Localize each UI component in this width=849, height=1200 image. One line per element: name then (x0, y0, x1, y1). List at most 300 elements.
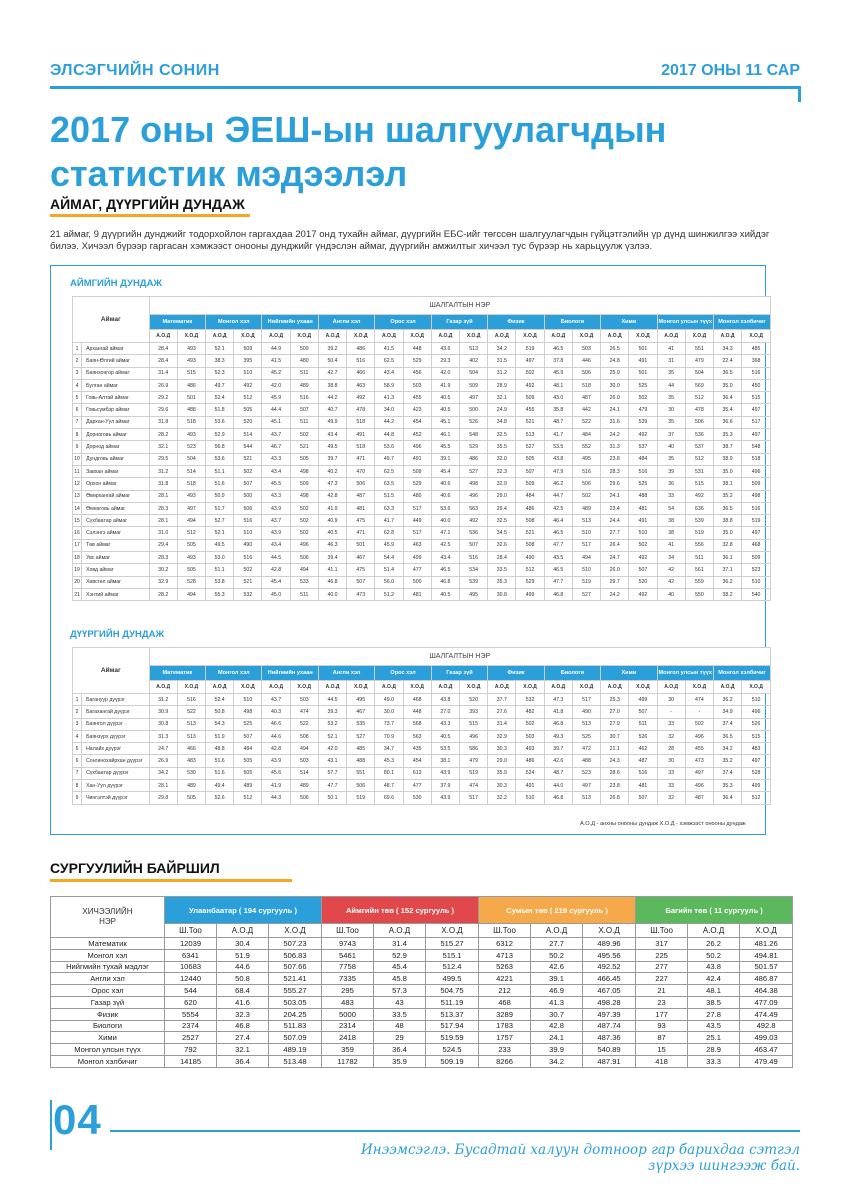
table-cell: 485 (347, 743, 375, 755)
table-cell: 496 (460, 730, 488, 742)
table-cell: 36.5 (713, 730, 741, 742)
table-cell: 534 (460, 564, 488, 576)
table-cell: 30.8 (149, 718, 177, 730)
table-cell: 537 (685, 441, 713, 453)
newspaper-name: ЭЛСЭГЧИЙН СОНИН (50, 62, 220, 79)
table-cell: 40.2 (318, 465, 346, 477)
table-cell: 488 (347, 755, 375, 767)
table-cell: 48.7 (544, 767, 572, 779)
table-cell: 586 (460, 743, 488, 755)
subject-header: Орос хэл (375, 666, 431, 681)
table-cell: 527 (347, 730, 375, 742)
table-cell: 56.8 (206, 441, 234, 453)
page-header (50, 60, 800, 84)
table-row (51, 985, 793, 997)
table-cell: 498 (290, 465, 318, 477)
table-cell: 29.5 (149, 453, 177, 465)
table-cell: 51.8 (206, 404, 234, 416)
column-header: Х.О.Д (426, 924, 479, 938)
table-cell: 32.5 (488, 515, 516, 527)
abbreviation-legend: А.О.Д - анхны онооны дундаж Х.О.Д - хэмжээст онооны дундаж (580, 821, 746, 827)
table-cell: 26.2 (688, 938, 740, 950)
table-cell: 511.83 (269, 1020, 322, 1032)
table-cell: 44.5 (318, 694, 346, 706)
table-cell: 21 (636, 985, 688, 997)
table-cell: 512 (234, 392, 262, 404)
col-header-hod: Х.О.Д (685, 330, 713, 343)
table-cell: 28.3 (149, 552, 177, 564)
row-name: Төв аймаг (82, 539, 150, 551)
table-cell: 481 (629, 780, 657, 792)
table-cell: 529 (403, 355, 431, 367)
table-cell: 513 (572, 515, 600, 527)
table-cell: 492 (234, 379, 262, 391)
table-cell: 43.5 (544, 552, 572, 564)
table-cell: 502 (572, 490, 600, 502)
table-cell: 488 (629, 490, 657, 502)
table-cell: 499 (629, 694, 657, 706)
table-cell: 33.3 (688, 1055, 740, 1067)
table-cell: 28 (657, 743, 685, 755)
table-cell: 477 (403, 564, 431, 576)
table-cell: 792 (165, 1044, 217, 1056)
row-name: Өвөрхангай аймаг (82, 490, 150, 502)
table-cell: 551 (347, 767, 375, 779)
table-cell: 51.5 (375, 490, 403, 502)
table-cell: 497 (516, 355, 544, 367)
row-index: 10 (73, 453, 82, 465)
table-cell: 40.5 (318, 527, 346, 539)
table-row (73, 465, 771, 477)
table-cell: 530 (403, 792, 431, 804)
location-group-header: Багийн төв ( 11 сургууль ) (636, 897, 793, 924)
table-cell: 24.1 (601, 404, 629, 416)
subject-name: Биологи (51, 1020, 165, 1032)
table-cell: 36.4 (713, 392, 741, 404)
row-name: Багануур дүүрэг (82, 694, 150, 706)
table-cell: 35.0 (713, 379, 741, 391)
table-cell: 46.3 (318, 539, 346, 551)
table-cell: 32.1 (217, 1044, 269, 1056)
table-row (51, 1055, 793, 1067)
table-cell: 504 (177, 453, 205, 465)
row-index: 5 (73, 392, 82, 404)
col-header-ad: А.О.Д (431, 681, 459, 694)
table-cell: 483 (177, 755, 205, 767)
table-row (73, 576, 771, 588)
table-cell: 502 (629, 392, 657, 404)
table-cell: 503 (290, 755, 318, 767)
table-cell: 507 (629, 564, 657, 576)
table-cell: 526 (629, 730, 657, 742)
table-cell: 507.09 (269, 1032, 322, 1044)
table-cell: 500 (403, 576, 431, 588)
table-cell: 48 (374, 1020, 426, 1032)
table-cell: 43.4 (375, 367, 403, 379)
aimag-heading: АЙМГИЙН ДУНДАЖ (70, 278, 163, 289)
table-cell: 490 (516, 552, 544, 564)
table-cell: 4221 (479, 973, 531, 985)
table-row (73, 441, 771, 453)
table-cell: 38.1 (431, 755, 459, 767)
table-cell: 43.9 (262, 755, 290, 767)
table-cell: 52.1 (206, 343, 234, 355)
table-cell: 2374 (165, 1020, 217, 1032)
table-cell: 506 (685, 416, 713, 428)
table-cell: 49.9 (318, 416, 346, 428)
table-cell: 513.37 (426, 1008, 479, 1020)
subject-header: Монгол хэлбичиг (713, 315, 770, 330)
table-cell: 5000 (322, 1008, 374, 1020)
column-header: Х.О.Д (269, 924, 322, 938)
table-cell: 34.9 (713, 706, 741, 718)
table-cell: 53.5 (544, 441, 572, 453)
table-cell: 31.2 (149, 694, 177, 706)
column-header: А.О.Д (531, 924, 583, 938)
table-cell: 539 (460, 576, 488, 588)
table-cell: 42.0 (262, 379, 290, 391)
table-cell: 35.4 (713, 404, 741, 416)
table-cell: 520 (629, 576, 657, 588)
table-cell: 492.52 (583, 961, 636, 973)
subject-header: Монгол улсын түүх (657, 666, 713, 681)
table-cell: 36.1 (713, 552, 741, 564)
table-cell: 42 (657, 564, 685, 576)
table-cell: 555.27 (269, 985, 322, 997)
table-cell: 507 (516, 465, 544, 477)
table-cell: 446 (572, 355, 600, 367)
row-name: Хөвсгөл аймаг (82, 576, 150, 588)
table-row (73, 478, 771, 490)
table-cell: 509 (516, 478, 544, 490)
table-cell: 544 (165, 985, 217, 997)
table-cell: 48.1 (544, 379, 572, 391)
table-cell: 28.2 (149, 429, 177, 441)
table-cell: 44.0 (544, 780, 572, 792)
table-cell: 536 (685, 429, 713, 441)
row-name: Говь-Алтай аймаг (82, 392, 150, 404)
table-cell: 548 (460, 429, 488, 441)
table-cell: 46.5 (431, 564, 459, 576)
table-cell: 510 (742, 694, 771, 706)
table-row (73, 743, 771, 755)
table-cell: 5263 (479, 961, 531, 973)
table-cell: 317 (636, 938, 688, 950)
table-row (73, 730, 771, 742)
table-cell: 33 (657, 767, 685, 779)
table-cell: 481 (403, 588, 431, 600)
table-cell: 28.3 (149, 502, 177, 514)
table-cell: 47.7 (544, 539, 572, 551)
table-cell: 502 (290, 515, 318, 527)
table-cell: 35.9 (488, 767, 516, 779)
table-cell: 46.4 (544, 515, 572, 527)
table-cell: 487 (685, 792, 713, 804)
table-cell: 30 (657, 755, 685, 767)
school-location-table (50, 896, 793, 1068)
table-cell: 49.5 (206, 539, 234, 551)
table-cell: 507 (234, 478, 262, 490)
table-cell: 31.5 (488, 355, 516, 367)
table-cell: 479 (460, 755, 488, 767)
table-row (73, 515, 771, 527)
table-cell: 44.2 (375, 416, 403, 428)
table-cell: 34.0 (375, 404, 403, 416)
table-cell: 38.8 (318, 379, 346, 391)
table-cell: 497.39 (583, 1008, 636, 1020)
table-cell: 28.1 (149, 490, 177, 502)
table-cell: 41.1 (318, 564, 346, 576)
table-cell: 41.6 (217, 996, 269, 1008)
table-cell: 467 (347, 552, 375, 564)
table-cell: 44.9 (262, 343, 290, 355)
table-cell: 42.0 (318, 743, 346, 755)
table-cell: 487 (629, 755, 657, 767)
table-cell: 507.66 (269, 961, 322, 973)
table-cell: 463.47 (740, 1044, 793, 1056)
subject-header: Нийгмийн ухаан (262, 666, 318, 681)
col-header-hod: Х.О.Д (234, 681, 262, 694)
table-cell: 277 (636, 961, 688, 973)
table-cell: 43.8 (688, 961, 740, 973)
table-cell: 513 (572, 718, 600, 730)
subject-name: Газар зүй (51, 996, 165, 1008)
table-cell: 516 (234, 552, 262, 564)
col-header-hod: Х.О.Д (177, 681, 205, 694)
duureg-heading: ДҮҮРГИЙН ДУНДАЖ (70, 629, 165, 640)
subject-name: Орос хэл (51, 985, 165, 997)
table-cell: 27.9 (601, 718, 629, 730)
table-cell: 500 (234, 490, 262, 502)
table-cell: 40.9 (318, 515, 346, 527)
table-cell: 37.9 (431, 780, 459, 792)
table-cell: 498 (742, 490, 771, 502)
page-number: 04 (53, 1096, 102, 1143)
table-cell: 512 (516, 564, 544, 576)
table-cell: 46.5 (544, 527, 572, 539)
table-cell: 53.6 (431, 502, 459, 514)
table-cell: 493 (177, 355, 205, 367)
table-cell: 31.4 (374, 938, 426, 950)
table-cell: 23.8 (601, 453, 629, 465)
table-cell: 521 (516, 527, 544, 539)
table-cell: 569 (685, 379, 713, 391)
table-cell: 33 (657, 718, 685, 730)
table-cell: 52.3 (206, 367, 234, 379)
table-cell: 27.6 (488, 706, 516, 718)
table-cell: 454 (403, 755, 431, 767)
table-cell: 368 (742, 355, 771, 367)
table-cell: 47.7 (544, 576, 572, 588)
row-name: Сүхбаатар аймаг (82, 515, 150, 527)
table-cell: 48.1 (688, 985, 740, 997)
col-header-ad: А.О.Д (431, 330, 459, 343)
table-cell: 536 (460, 527, 488, 539)
table-cell: 12039 (165, 938, 217, 950)
table-cell: - (685, 706, 713, 718)
table-cell: 512 (177, 527, 205, 539)
table-cell: 30.4 (217, 938, 269, 950)
table-cell: 526 (460, 416, 488, 428)
table-cell: 507 (234, 730, 262, 742)
col-header-hod: Х.О.Д (572, 330, 600, 343)
table-cell: 487 (347, 490, 375, 502)
table-cell: 528 (177, 576, 205, 588)
table-cell: 498 (234, 706, 262, 718)
col-header-ad: А.О.Д (206, 681, 234, 694)
table-cell: 520 (234, 416, 262, 428)
table-cell: 490 (234, 539, 262, 551)
table-cell: 52.1 (206, 527, 234, 539)
table-cell: 491 (629, 355, 657, 367)
table-cell: 42.8 (262, 564, 290, 576)
table-cell: 486 (460, 453, 488, 465)
table-cell: 49.4 (206, 780, 234, 792)
table-cell: 455 (685, 743, 713, 755)
table-cell: 501.57 (740, 961, 793, 973)
subject-header: Хими (601, 315, 657, 330)
table-cell: 49.5 (318, 441, 346, 453)
table-cell: 499 (742, 780, 771, 792)
table-cell: 29 (374, 1032, 426, 1044)
table-cell: 38 (657, 515, 685, 527)
table-cell: 35.8 (544, 404, 572, 416)
table-cell: 36.4 (217, 1055, 269, 1067)
table-cell: 4713 (479, 949, 531, 961)
column-header: Х.О.Д (740, 924, 793, 938)
table-cell: 1757 (479, 1032, 531, 1044)
table-cell: 42.6 (531, 961, 583, 973)
table-cell: 43.9 (431, 767, 459, 779)
table-cell: 493 (177, 490, 205, 502)
table-cell: 39.1 (431, 453, 459, 465)
table-cell: 502 (685, 718, 713, 730)
table-row (73, 502, 771, 514)
table-cell: 537 (629, 441, 657, 453)
table-cell: 32.6 (488, 539, 516, 551)
col-header-hod: Х.О.Д (685, 681, 713, 694)
table-cell: 26.8 (601, 792, 629, 804)
table-cell: 31.4 (488, 718, 516, 730)
table-cell: 507 (629, 706, 657, 718)
table-cell: 466.45 (583, 973, 636, 985)
table-cell: 30.7 (601, 730, 629, 742)
table-cell: 505 (516, 453, 544, 465)
table-cell: 27.4 (217, 1032, 269, 1044)
table-cell: 519 (742, 515, 771, 527)
table-cell: 42.7 (318, 367, 346, 379)
table-cell: 48.7 (375, 780, 403, 792)
table-cell: 517 (403, 502, 431, 514)
table-cell: 52.6 (206, 792, 234, 804)
table-cell: 43.3 (262, 490, 290, 502)
col-header-ad: А.О.Д (488, 681, 516, 694)
table-cell: 510 (629, 527, 657, 539)
col-header-ad: А.О.Д (601, 330, 629, 343)
table-row (73, 792, 771, 804)
table-cell: 488 (177, 404, 205, 416)
table-cell: 514 (177, 465, 205, 477)
table-cell: 518 (347, 416, 375, 428)
subject-header: Математик (149, 666, 205, 681)
table-cell: 523 (572, 767, 600, 779)
subject-header: Газар зүй (431, 315, 487, 330)
col-header-hod: Х.О.Д (460, 681, 488, 694)
table-cell: 46.2 (544, 478, 572, 490)
table-cell: 55.3 (206, 588, 234, 600)
row-index: 8 (73, 780, 82, 792)
intro-paragraph: 21 аймаг, 9 дүүргийн дунджийг тодорхойлон гаргахдаа 2017 онд тухайн аймаг, дүүргийн ЕБС-ийг төгссөн шалгуулагчдын гүйцэтгэлийн үр дүнд шинжилгээ хийдэг билээ. Хичээл бүрээр гаргасан хэмжээст онооны дунджийг үндэслэн аймаг, дүүргийн амжилтыг хичээл тус бүрээр нь харьцуулж үзлээ. (50, 229, 770, 252)
table-cell: 507 (629, 792, 657, 804)
table-cell: 2418 (322, 1032, 374, 1044)
table-cell: 24.2 (601, 429, 629, 441)
column-header: А.О.Д (217, 924, 269, 938)
table-cell: 28.4 (149, 355, 177, 367)
table-cell: 521 (234, 576, 262, 588)
table-cell: 38 (657, 527, 685, 539)
table-cell: 487.36 (583, 1032, 636, 1044)
table-cell: 480 (290, 355, 318, 367)
header-rule-tick (798, 86, 801, 102)
table-cell: 15 (636, 1044, 688, 1056)
table-cell: 62.5 (375, 465, 403, 477)
table-row (73, 527, 771, 539)
table-cell: 41.3 (531, 996, 583, 1008)
table-cell: 42.6 (544, 755, 572, 767)
table-cell: 517 (403, 527, 431, 539)
table-cell: 43.4 (262, 539, 290, 551)
table-cell: 504 (685, 367, 713, 379)
table-cell: 32.1 (149, 441, 177, 453)
table-cell: 494 (572, 552, 600, 564)
table-cell: 499.03 (740, 1032, 793, 1044)
table-cell: 495 (347, 694, 375, 706)
table-cell: 43.4 (431, 552, 459, 564)
table-cell: 43.8 (544, 453, 572, 465)
row-name: Хэнтий аймаг (82, 588, 150, 600)
table-cell: 474 (460, 780, 488, 792)
subject-name: Англи хэл (51, 973, 165, 985)
table-cell: 24.8 (601, 355, 629, 367)
table-cell: 46.8 (217, 1020, 269, 1032)
row-index: 11 (73, 465, 82, 477)
table-cell: 36.4 (374, 1044, 426, 1056)
table-cell: 51.9 (206, 730, 234, 742)
table-cell: 37.1 (713, 564, 741, 576)
subject-header: Монгол хэл (206, 315, 262, 330)
col-header-hod: Х.О.Д (572, 681, 600, 694)
table-cell: 494 (177, 515, 205, 527)
subject-header: Газар зүй (431, 666, 487, 681)
table-cell: 53.8 (206, 576, 234, 588)
table-cell: 497 (742, 404, 771, 416)
table-cell: 478 (347, 404, 375, 416)
table-cell: 29.7 (601, 576, 629, 588)
col-header-ad: А.О.Д (544, 681, 572, 694)
table-cell: 32.3 (488, 465, 516, 477)
table-cell: 463 (347, 379, 375, 391)
subject-header: Биологи (544, 315, 600, 330)
table-cell: 519 (685, 527, 713, 539)
col-header-hod: Х.О.Д (516, 681, 544, 694)
table-cell: 62.5 (375, 355, 403, 367)
table-cell: 568 (403, 718, 431, 730)
row-index: 4 (73, 379, 82, 391)
row-index: 6 (73, 755, 82, 767)
table-cell: 513 (177, 718, 205, 730)
table-cell: 508 (290, 730, 318, 742)
exam-name-band: ШАЛГАЛТЫН НЭР (149, 648, 770, 666)
